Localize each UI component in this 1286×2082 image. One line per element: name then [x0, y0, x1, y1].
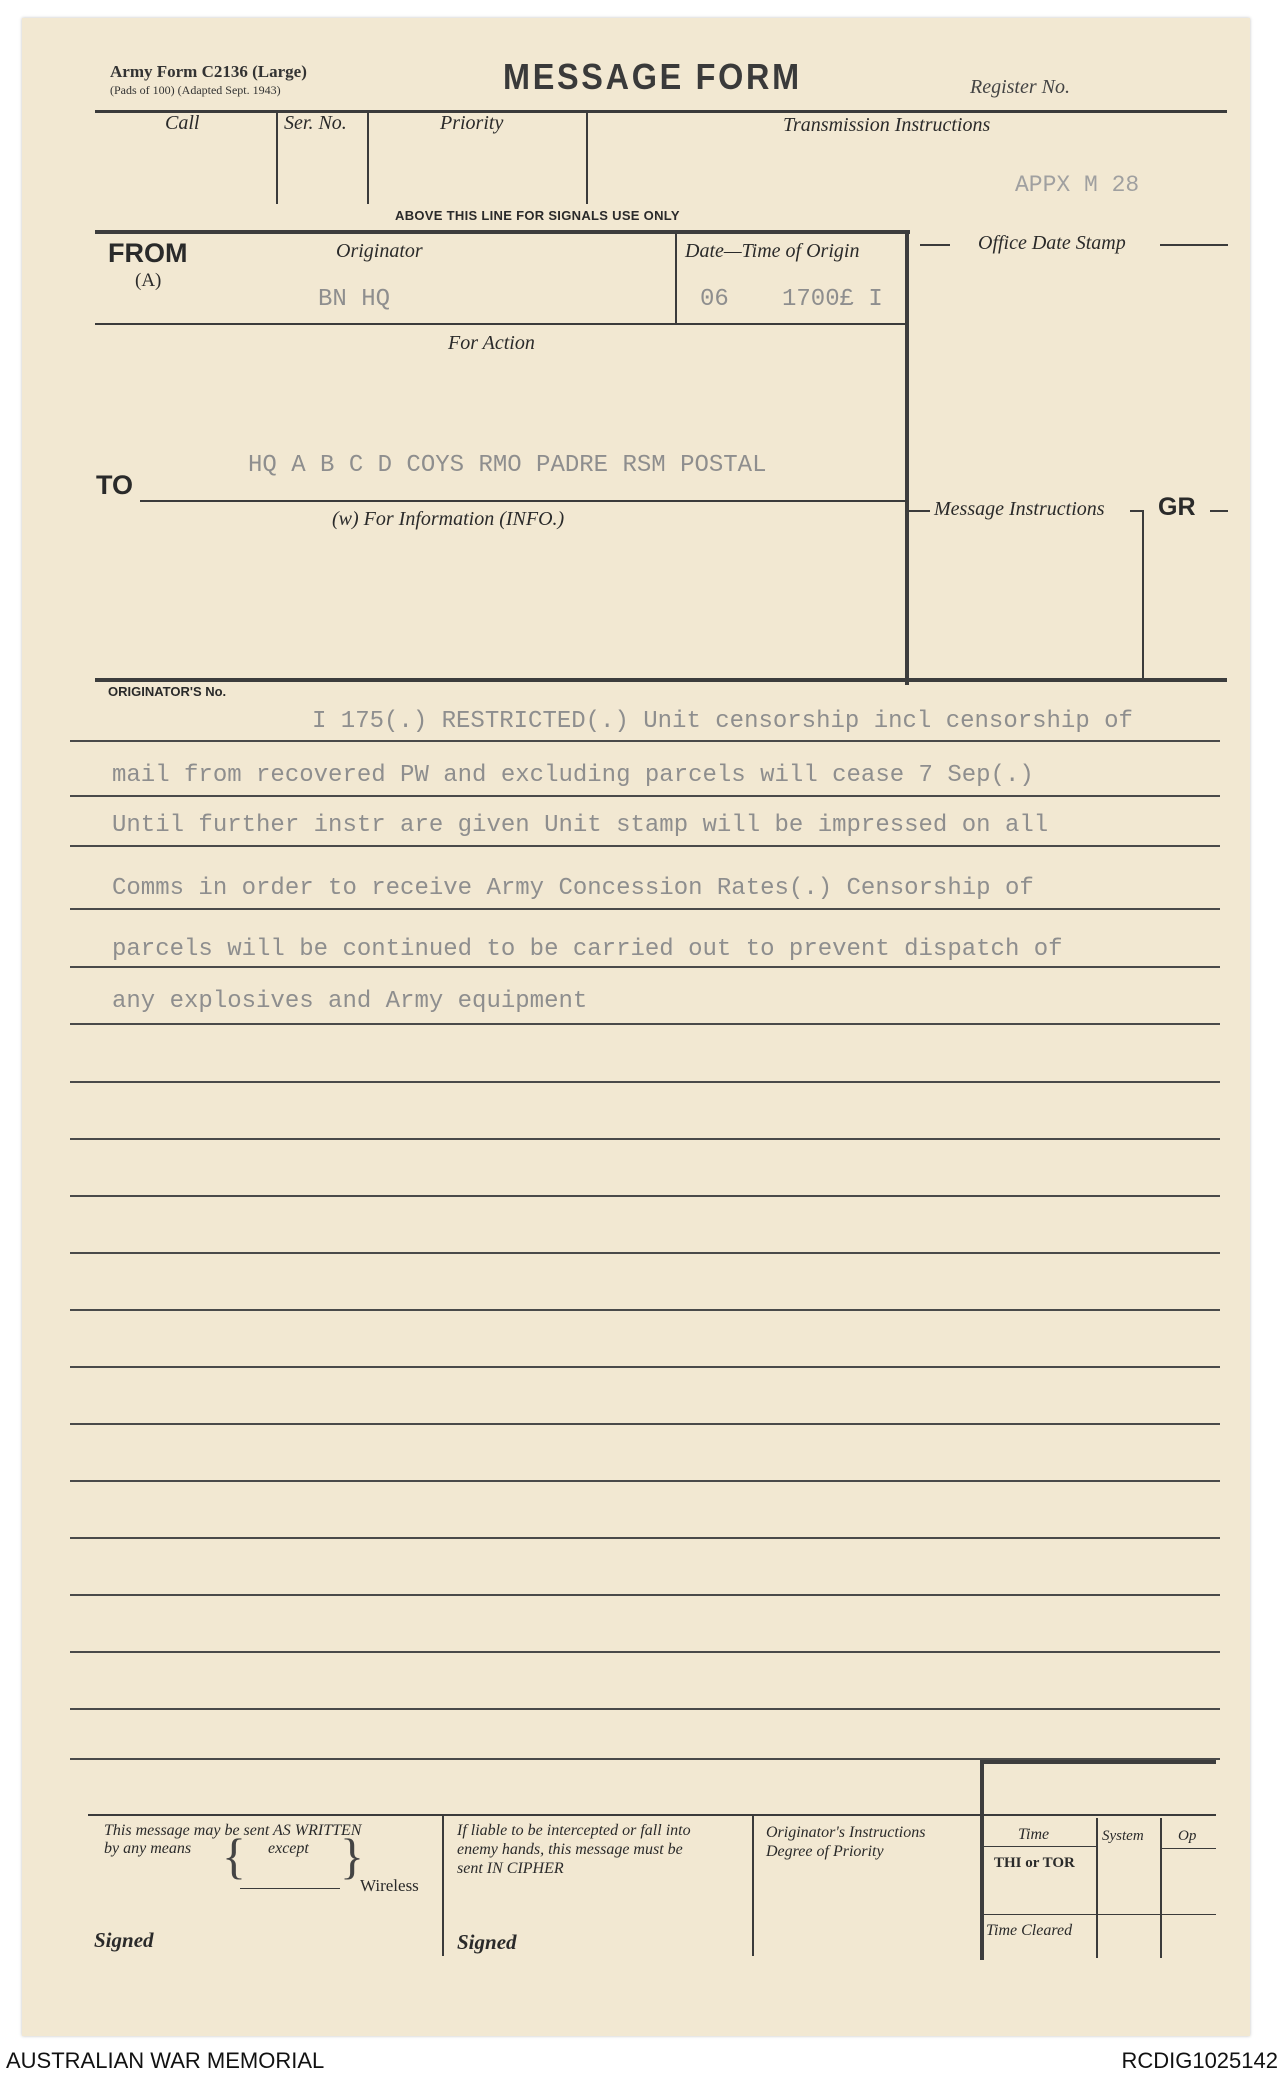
message-line: parcels will be continued to be carried out to prevent dispatch of [112, 936, 1063, 963]
signals-use-only-note: ABOVE THIS LINE FOR SIGNALS USE ONLY [395, 208, 680, 223]
writing-line [70, 1537, 1220, 1539]
writing-line [70, 1366, 1220, 1368]
writing-line [70, 1023, 1220, 1025]
message-line: mail from recovered PW and excluding parcels will cease 7 Sep(.) [112, 762, 1034, 789]
gr-label: GR [1158, 493, 1196, 521]
writing-line [70, 1309, 1220, 1311]
blank-line [240, 1888, 340, 1889]
divider [1160, 1818, 1162, 1958]
writing-line [70, 1081, 1220, 1083]
writing-line [70, 1708, 1220, 1710]
message-instructions-label: Message Instructions [934, 498, 1105, 520]
ser-no-label: Ser. No. [284, 112, 347, 134]
divider [752, 1814, 754, 1956]
transmission-instructions-label: Transmission Instructions [783, 114, 991, 136]
degree-of-priority-label: Degree of Priority [766, 1843, 884, 1860]
for-action-label: For Action [448, 332, 535, 354]
divider [675, 233, 677, 325]
message-line: Until further instr are given Unit stamp will be impressed on all [112, 812, 1049, 839]
writing-line [70, 1651, 1220, 1653]
page-title: MESSAGE FORM [503, 56, 802, 97]
divider [586, 112, 588, 204]
signed-label: Signed [94, 1928, 154, 1952]
message-line: I 175(.) RESTRICTED(.) Unit censorship incl censorship of [312, 708, 1133, 735]
register-no-label: Register No. [970, 76, 1070, 98]
dash [920, 244, 950, 246]
as-written-note: This message may be sent AS WRITTEN [104, 1822, 362, 1839]
message-line: Comms in order to receive Army Concession Rates(.) Censorship of [112, 875, 1034, 902]
originator-value: BN HQ [318, 286, 391, 313]
writing-line [70, 845, 1220, 847]
divider [367, 112, 369, 204]
message-form-paper [22, 18, 1250, 2036]
priority-label: Priority [440, 112, 504, 134]
bottom-right-left-border [980, 1760, 984, 1960]
dash [1130, 510, 1142, 512]
date-value: 06 [700, 286, 729, 313]
signed-label: Signed [457, 1930, 517, 1954]
divider [1096, 1818, 1098, 1958]
from-block-bottom-rule [95, 678, 1227, 682]
dash [908, 510, 930, 512]
dash [1210, 510, 1228, 512]
call-label: Call [165, 112, 200, 134]
wireless-label: Wireless [360, 1876, 419, 1895]
record-id: RCDIG1025142 [1121, 2048, 1278, 2073]
divider [1160, 1848, 1216, 1849]
writing-line [70, 1423, 1220, 1425]
to-rule [140, 500, 907, 502]
divider [442, 1814, 444, 1956]
system-label: System [1102, 1828, 1144, 1844]
op-label: Op [1178, 1828, 1197, 1844]
cipher-note-line: If liable to be intercepted or fall into [457, 1822, 691, 1839]
cipher-note-line: sent IN CIPHER [457, 1860, 564, 1877]
writing-line [70, 1252, 1220, 1254]
right-brace: } [340, 1828, 364, 1884]
source-label: AUSTRALIAN WAR MEMORIAL [6, 2048, 325, 2073]
from-a-label: (A) [135, 270, 162, 291]
office-date-stamp-label: Office Date Stamp [978, 232, 1126, 254]
writing-line [70, 966, 1220, 968]
to-label: TO [96, 470, 134, 500]
divider [276, 112, 278, 204]
writing-line [70, 740, 1220, 742]
bottom-right-top-rule [980, 1760, 1216, 1764]
writing-line [70, 1480, 1220, 1482]
originators-instructions-label: Originator's Instructions [766, 1824, 926, 1841]
thi-tor-label: THI or TOR [994, 1855, 1075, 1871]
originators-no-label: ORIGINATOR'S No. [108, 684, 227, 699]
from-bottom-rule [95, 323, 907, 325]
writing-line [70, 1138, 1220, 1140]
originator-label: Originator [336, 240, 423, 262]
date-time-origin-label: Date—Time of Origin [685, 240, 860, 262]
from-right-border [905, 230, 909, 685]
form-subtitle: (Pads of 100) (Adapted Sept. 1943) [110, 83, 281, 97]
except-label: except [268, 1840, 309, 1857]
cipher-note-line: enemy hands, this message must be [457, 1841, 683, 1858]
writing-line [70, 795, 1220, 797]
by-any-means-note: by any means [104, 1840, 192, 1857]
time-of-origin-value: 1700£ I [782, 286, 883, 313]
left-brace: { [222, 1828, 246, 1884]
divider [1142, 510, 1144, 678]
form-name: Army Form C2136 (Large) [110, 62, 307, 81]
appendix-stamp: APPX M 28 [1015, 172, 1140, 198]
dash [1160, 244, 1228, 246]
message-line: any explosives and Army equipment [112, 988, 588, 1015]
from-top-rule [95, 230, 910, 234]
time-cleared-label: Time Cleared [986, 1922, 1073, 1939]
to-value: HQ A B C D COYS RMO PADRE RSM POSTAL [248, 452, 767, 479]
divider [984, 1914, 1216, 1915]
time-label: Time [1018, 1826, 1050, 1843]
bottom-section-rule [88, 1814, 1216, 1816]
writing-line [70, 1594, 1220, 1596]
for-information-label: (w) For Information (INFO.) [332, 508, 565, 530]
writing-line [70, 908, 1220, 910]
divider [984, 1846, 1096, 1847]
from-label: FROM [108, 238, 188, 268]
writing-line [70, 1195, 1220, 1197]
header-rule [95, 110, 1227, 113]
